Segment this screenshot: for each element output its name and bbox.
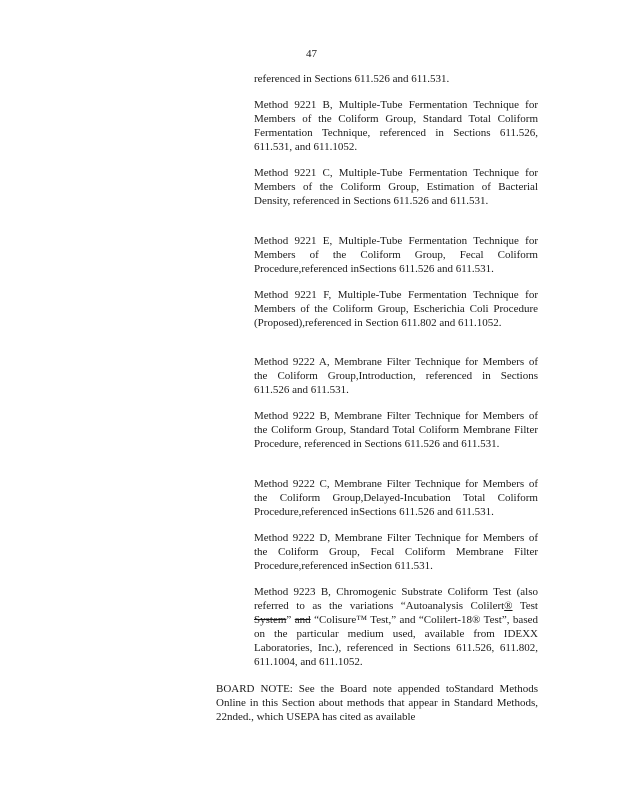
registered-mark: ® (504, 600, 513, 612)
method-9223b-text-part3: ” (286, 614, 295, 626)
struck-system-text: System (254, 614, 287, 626)
method-9223b-text-part1: Method 9223 B, Chromogenic Substrate Coliform Test (also referred to as the variations “Autoanalysis Colilert (254, 586, 538, 612)
method-9223b-text-part4: “Colisure™ Test,” and “Colilert-18® Test”, based on the particular medium used, available from IDEXX Laboratories, Inc.), referenced in Sections 611.526, 611.802, 611.1004, and 611.1052. (254, 614, 538, 668)
method-9222d-paragraph: Method 9222 D, Membrane Filter Technique for Members of the Coliform Group, Fecal Coliform Membrane Filter Procedure,referenced inSection 611.531. (254, 532, 538, 572)
page-number: 47 (306, 48, 317, 60)
method-9222c-paragraph: Method 9222 C, Membrane Filter Technique for Members of the Coliform Group,Delayed-Incubation Total Coliform Procedure,referenced inSections 611.526 and 611.531. (254, 478, 538, 518)
board-note: BOARD NOTE: See the Board note appended toStandard Methods Online in this Section about methods that appear in Standard Methods, 22nded., which USEPA has cited as available (216, 683, 538, 723)
method-9222b-paragraph: Method 9222 B, Membrane Filter Technique for Members of the Coliform Group, Standard Total Coliform Membrane Filter Procedure, referenced in Sections 611.526 and 611.531. (254, 410, 538, 450)
method-9221e-paragraph: Method 9221 E, Multiple-Tube Fermentation Technique for Members of the Coliform Group, Fecal Coliform Procedure,referenced inSections 611.526 and 611.531. (254, 235, 538, 275)
continued-reference-line: referenced in Sections 611.526 and 611.531. (254, 73, 450, 85)
method-9221c-paragraph: Method 9221 C, Multiple-Tube Fermentation Technique for Members of the Coliform Group, Estimation of Bacterial Density, referenced in Sections 611.526 and 611.531. (254, 167, 538, 207)
method-9223b-text-part2: Test (512, 600, 538, 612)
method-9222a-paragraph: Method 9222 A, Membrane Filter Technique for Members of the Coliform Group,Introduction, referenced in Sections 611.526 and 611.531. (254, 356, 538, 396)
method-9221f-paragraph: Method 9221 F, Multiple-Tube Fermentation Technique for Members of the Coliform Group, Escherichia Coli Procedure (Proposed),referenced in Section 611.802 and 611.1052. (254, 289, 538, 329)
method-9223b-paragraph (254, 585, 538, 669)
struck-and-text: and (294, 614, 311, 626)
method-9221b-paragraph: Method 9221 B, Multiple-Tube Fermentation Technique for Members of the Coliform Group, Standard Total Coliform Fermentation Technique, referenced in Sections 611.526, 611.531, and 611.1052. (254, 99, 538, 153)
